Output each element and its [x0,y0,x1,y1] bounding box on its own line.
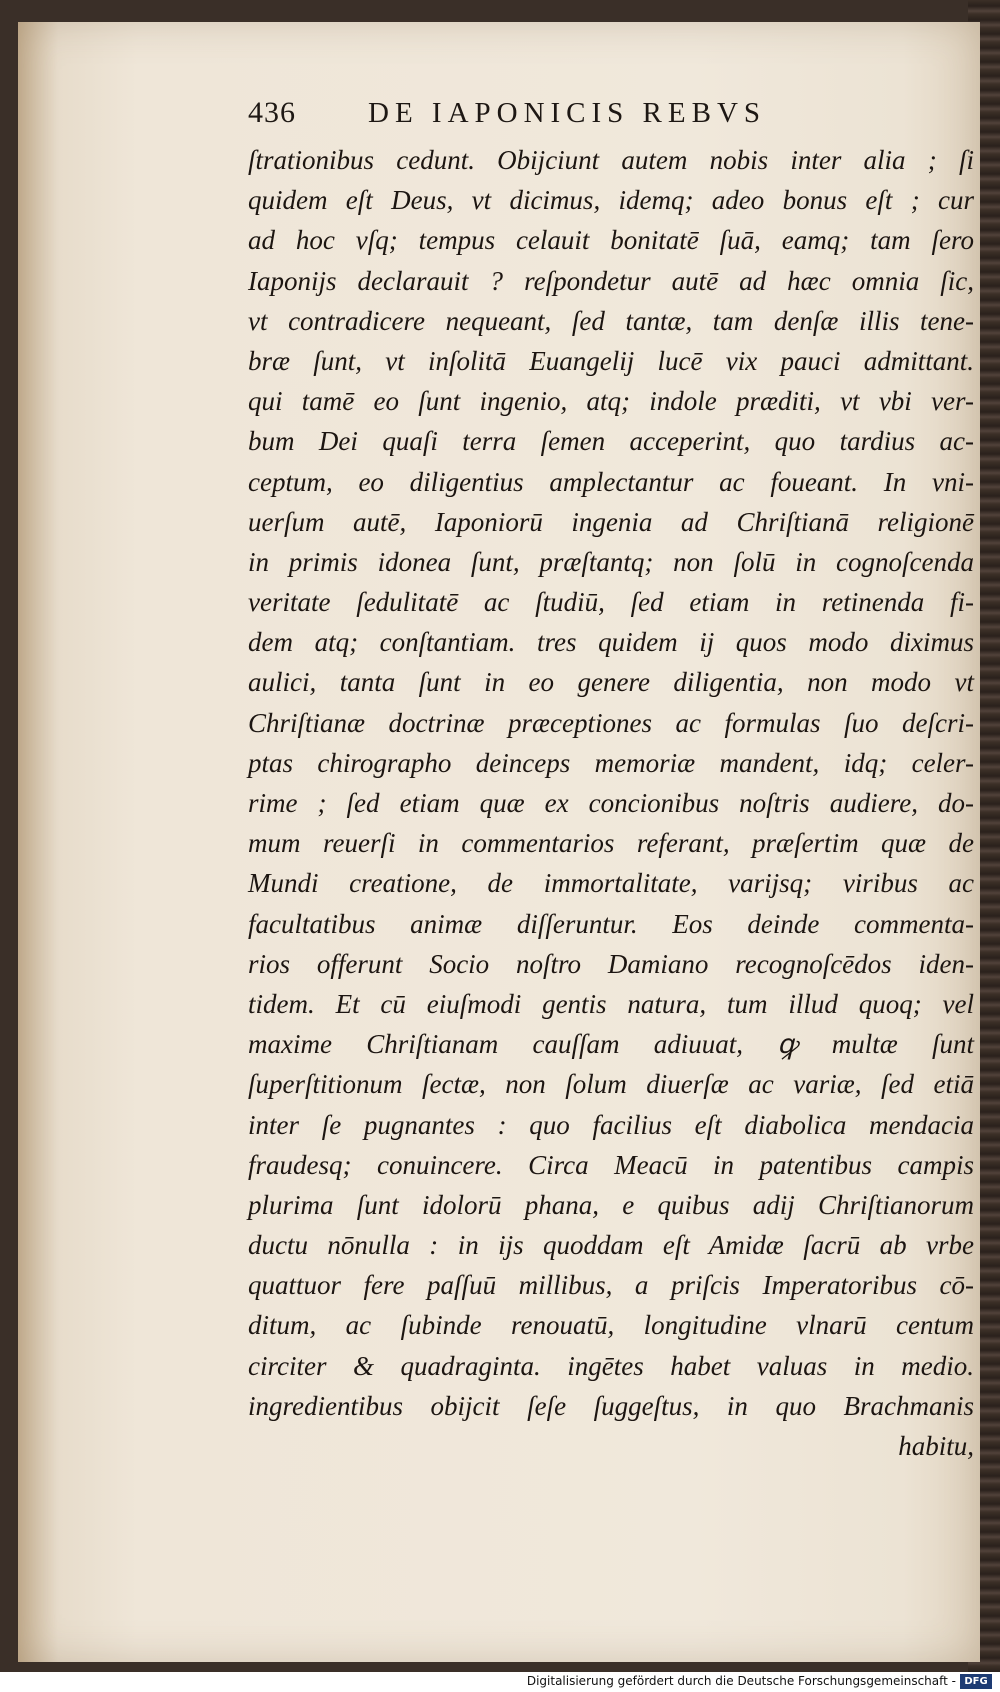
text-line: inter ſe pugnantes : quo facilius eſt diabolica mendacia [248,1109,974,1140]
text-line: dem atq; conſtantiam. tres quidem ij quos modo diximus [248,627,974,658]
text-line: quidem eſt Deus, vt dicimus, idemq; adeo bonus eſt ; cur [248,185,974,216]
funding-credit: Digitalisierung gefördert durch die Deutsche Forschungsgemeinschaft - [526,1674,956,1688]
text-line: ductu nōnulla : in ijs quoddam eſt Amidæ ſacrū ab vrbe [248,1230,974,1261]
text-line: rios offerunt Socio noſtro Damiano recognoſcēdos iden- [248,948,974,979]
running-head [248,96,828,140]
text-line: vt contradicere nequeant, ſed tantæ, tam denſæ illis tene- [248,305,974,336]
page-number: 436 [248,96,296,129]
text-line: ſtrationibus cedunt. Obijciunt autem nobis inter alia ; ſi [248,145,974,175]
text-line: rime ; ſed etiam quæ ex concionibus noſtris audiere, do- [248,788,974,818]
text-line: ptas chirographo deinceps memoriæ mandent, idq; celer- [248,747,974,778]
catchword: habitu, [898,1431,974,1461]
text-line: mum reuerſi in commentarios referant, præſertim quæ de [248,828,974,859]
text-line: ſuperſtitionum ſectæ, non ſolum diuerſæ ac variæ, ſed etiā [248,1069,974,1100]
text-line: uerſum autē, Iaponiorū ingenia ad Chriſtianā religionē [248,506,974,537]
text-line: quattuor fere paſſuū millibus, a priſcis Imperatoribus cō- [248,1270,974,1301]
text-line: Mundi creatione, de immortalitate, varijsq; viribus ac [248,868,974,899]
text-line: qui tamē eo ſunt ingenio, atq; indole præditi, vt vbi ver- [248,386,974,417]
text-line: fraudesq; conuincere. Circa Meacū in patentibus campis [248,1149,974,1180]
footer-bar [0,1672,1000,1692]
text-line: Chriſtianæ doctrinæ præceptiones ac formulas ſuo deſcri- [248,707,974,738]
text-line: circiter & quadraginta. ingētes habet valuas in medio. [248,1350,974,1381]
text-line: aulici, tanta ſunt in eo genere diligentia, non modo vt [248,667,974,698]
text-line: ceptum, eo diligentius amplectantur ac foueant. In vni- [248,466,974,497]
text-line: bræ ſunt, vt inſolitā Euangelij lucē vix pauci admittant. [248,345,974,376]
dfg-logo: DFG [960,1674,992,1689]
text-line: bum Dei quaſi terra ſemen acceperint, quo tardius ac- [248,426,974,457]
text-line: veritate ſedulitatē ac ſtudiū, ſed etiam in retinenda fi- [248,587,974,618]
text-line: plurima ſunt idolorū phana, e quibus adij Chriſtianorum [248,1189,974,1220]
text-line: ingredientibus obijcit ſeſe ſuggeſtus, in quo Brachmanis [248,1390,974,1421]
text-line: facultatibus animæ diſſeruntur. Eos deinde commenta- [248,908,974,939]
text-line: ad hoc vſq; tempus celauit bonitatē ſuā, eamq; tam ſero [248,225,974,256]
text-line: tidem. Et cū eiuſmodi gentis natura, tum illud quoq; vel [248,988,974,1019]
text-line: Iaponijs declarauit ? reſpondetur autē ad hæc omnia ſic, [248,265,974,296]
text-line: in primis idonea ſunt, præſtantq; non ſolū in cognoſcenda [248,546,974,577]
running-title: DE IAPONICIS REBVS [368,97,767,129]
text-line: ditum, ac ſubinde renouatū, longitudine vlnarū centum [248,1310,974,1341]
text-line: maxime Chriſtianam cauſſam adiuuat, ꝙ multæ ſunt [248,1029,974,1060]
body-text [248,140,974,1466]
